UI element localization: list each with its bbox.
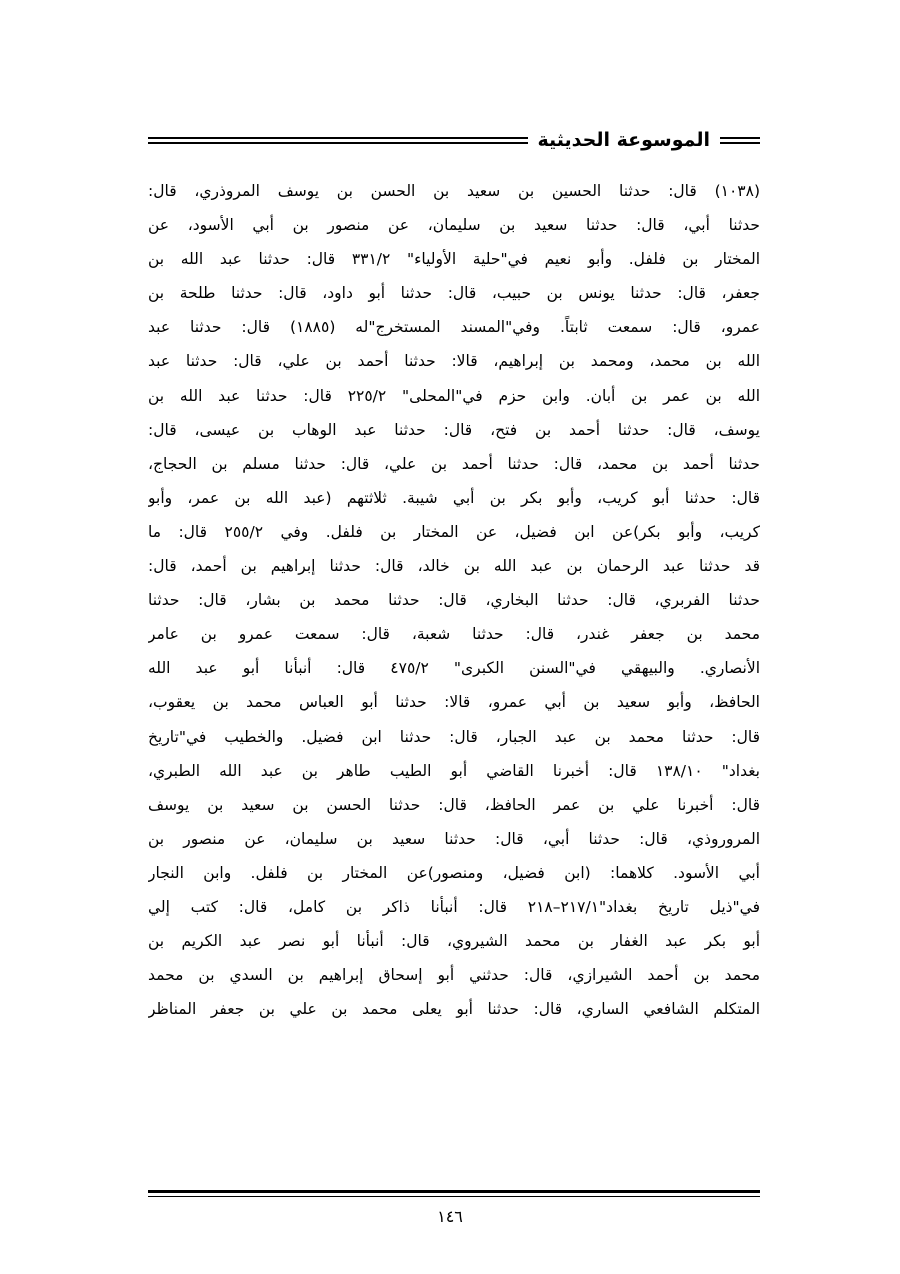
text-line: الله بن عمر بن أبان. وابن حزم في"المحلى" ٢٢٥/٢ قال: حدثنا عبد الله بن bbox=[148, 386, 760, 405]
text-line: أبو بكر عبد الغفار بن محمد الشيروي، قال: أنبأنا أبو نصر عبد الكريم بن bbox=[148, 932, 760, 951]
text-line: المتكلم الشافعي الساري، قال: حدثنا أبو يعلى محمد بن علي بن جعفر المناظر bbox=[148, 1000, 760, 1019]
text-line: قال: أخبرنا علي بن عمر الحافظ، قال: حدثنا الحسن بن سعيد بن يوسف bbox=[148, 795, 760, 814]
text-line: بغداد" ١٣٨/١٠ قال: أخبرنا القاضي أبو الطيب طاهر بن عبد الله الطبري، bbox=[148, 761, 760, 780]
text-line: المختار بن فلفل. وأبو نعيم في"حلية الأولياء" ٣٣١/٢ قال: حدثنا عبد الله بن bbox=[148, 250, 760, 269]
text-line: حدثنا أبي، قال: حدثنا سعيد بن سليمان، عن منصور بن أبي الأسود، عن bbox=[148, 216, 760, 235]
text-line: أبي الأسود. كلاهما: (ابن فضيل، ومنصور)عن المختار بن فلفل. وابن النجار bbox=[148, 863, 760, 882]
footer-rule-thin bbox=[148, 1196, 760, 1197]
page-number: ١٤٦ bbox=[437, 1207, 463, 1226]
text-line: عمرو، قال: سمعت ثابتاً. وفي"المسند المستخرج"له (١٨٨٥) قال: حدثنا عبد bbox=[148, 318, 760, 337]
text-line: كريب، وأبو بكر)عن ابن فضيل، عن المختار بن فلفل. وفي ٢٥٥/٢ قال: ما bbox=[148, 522, 760, 541]
text-line: في"ذيل تاريخ بغداد"٢١٧/١–٢١٨ قال: أنبأنا ذاكر بن كامل، قال: كتب إلي bbox=[148, 897, 760, 916]
text-line: قد حدثنا عبد الرحمان بن عبد الله بن خالد، قال: حدثنا إبراهيم بن أحمد، قال: bbox=[148, 557, 760, 576]
footer-rule bbox=[148, 1190, 760, 1197]
text-line: (١٠٣٨) قال: حدثنا الحسين بن سعيد بن الحسن بن يوسف المروذري، قال: bbox=[148, 182, 760, 200]
text-line: المروروذي، قال: حدثنا أبي، قال: حدثنا سعيد بن سليمان، عن منصور بن bbox=[148, 829, 760, 848]
text-line: الحافظ، وأبو سعيد بن أبي عمرو، قالا: حدثنا أبو العباس محمد بن يعقوب، bbox=[148, 693, 760, 712]
text-line: الله بن محمد، ومحمد بن إبراهيم، قالا: حدثنا أحمد بن علي، قال: حدثنا عبد bbox=[148, 352, 760, 371]
footer-rule-thick bbox=[148, 1190, 760, 1193]
page-body bbox=[148, 174, 760, 1026]
text-line: الأنصاري. والبيهقي في"السنن الكبرى" ٤٧٥/٢ قال: أنبأنا أبو عبد الله bbox=[148, 659, 760, 678]
text-line: حدثنا الفربري، قال: حدثنا البخاري، قال: حدثنا محمد بن بشار، قال: حدثنا bbox=[148, 591, 760, 610]
header-rule-left bbox=[148, 137, 528, 144]
page-header bbox=[148, 124, 760, 156]
text-line: محمد بن أحمد الشيرازي، قال: حدثني أبو إسحاق إبراهيم بن السدي بن محمد bbox=[148, 966, 760, 985]
book-title: الموسوعة الحديثية bbox=[537, 129, 710, 151]
text-line: جعفر، قال: حدثنا يونس بن حبيب، قال: حدثنا أبو داود، قال: حدثنا طلحة بن bbox=[148, 284, 760, 303]
text-line: حدثنا أحمد بن محمد، قال: حدثنا أحمد بن علي، قال: حدثنا مسلم بن الحجاج، bbox=[148, 454, 760, 473]
text-line: محمد بن جعفر غندر، قال: حدثنا شعبة، قال: سمعت عمرو بن عامر bbox=[148, 625, 760, 644]
text-line: قال: حدثنا أبو كريب، وأبو بكر بن أبي شيبة. ثلاثتهم (عبد الله بن عمر، وأبو bbox=[148, 488, 760, 507]
text-line: يوسف، قال: حدثنا أحمد بن فتح، قال: حدثنا عبد الوهاب بن عيسى، قال: bbox=[148, 420, 760, 439]
header-rule-right bbox=[720, 137, 760, 144]
text-line: قال: حدثنا محمد بن عبد الجبار، قال: حدثنا ابن فضيل. والخطيب في"تاريخ bbox=[148, 727, 760, 746]
